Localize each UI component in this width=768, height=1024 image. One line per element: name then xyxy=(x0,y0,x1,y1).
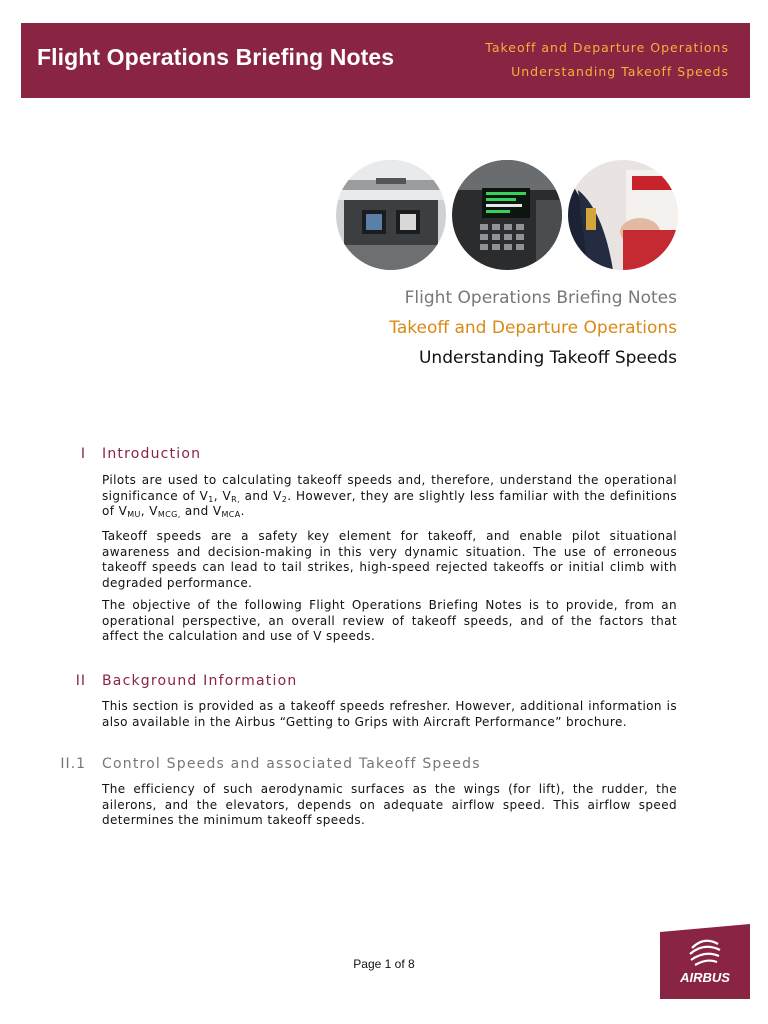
section-title-background: Background Information xyxy=(102,673,298,689)
intro-paragraph-1: Pilots are used to calculating takeoff speeds and, therefore, understand the operational significance of $V_1$, $V_{R,}$ and $V_2$. However, they are slightly less familiar with the definitions of $V_{MU}$, $V_{MCG,}$ and $V_{MCA}$. xyxy=(102,473,677,520)
intro-paragraph-3: The objective of the following Flight Operations Briefing Notes is to provide, from an operational perspective, an overall review of takeoff speeds, and of the factors that affect the calculation and use of V speeds. xyxy=(102,598,677,644)
banner-title: Flight Operations Briefing Notes xyxy=(37,44,395,70)
section-number-intro: I xyxy=(80,446,86,462)
section-number-background: II xyxy=(75,673,86,689)
cockpit-instrument-panel-photo xyxy=(336,160,446,270)
cover-title-category: Takeoff and Departure Operations xyxy=(389,318,677,338)
airbus-logo xyxy=(660,924,750,999)
banner-topic: Understanding Takeoff Speeds xyxy=(511,64,729,79)
cockpit-fms-panel-photo xyxy=(452,160,562,270)
control-speeds-paragraph-1: The efficiency of such aerodynamic surfaces as the wings (for lift), the rudder, the ailerons, and the elevators, depends on adequate airflow speed. This airflow speed determines the minimum takeoff speeds. xyxy=(102,782,677,828)
section-title-control-speeds: Control Speeds and associated Takeoff Speeds xyxy=(102,756,481,772)
background-paragraph-1: This section is provided as a takeoff speeds refresher. However, additional information is also available in the Airbus “Getting to Grips with Aircraft Performance” brochure. xyxy=(102,699,677,729)
airbus-logo-text: AIRBUS xyxy=(680,970,730,985)
cover-photos xyxy=(336,160,678,272)
intro-paragraph-2: Takeoff speeds are a safety key element for takeoff, and enable pilot situational awareness and decision-making in this very dynamic situation. The use of erroneous takeoff speeds can lead to tail strikes, high-speed rejected takeoffs or initial climb with degraded performance. xyxy=(102,529,677,590)
cover-title-series: Flight Operations Briefing Notes xyxy=(404,288,677,308)
page-number: Page 1 of 8 xyxy=(353,957,415,971)
cover-title-topic: Understanding Takeoff Speeds xyxy=(418,348,677,368)
header-banner xyxy=(21,23,750,98)
section-title-intro: Introduction xyxy=(102,446,202,462)
pilot-uniform-photo xyxy=(568,160,678,270)
banner-category: Takeoff and Departure Operations xyxy=(485,40,729,55)
section-number-control-speeds: II.1 xyxy=(60,756,86,772)
